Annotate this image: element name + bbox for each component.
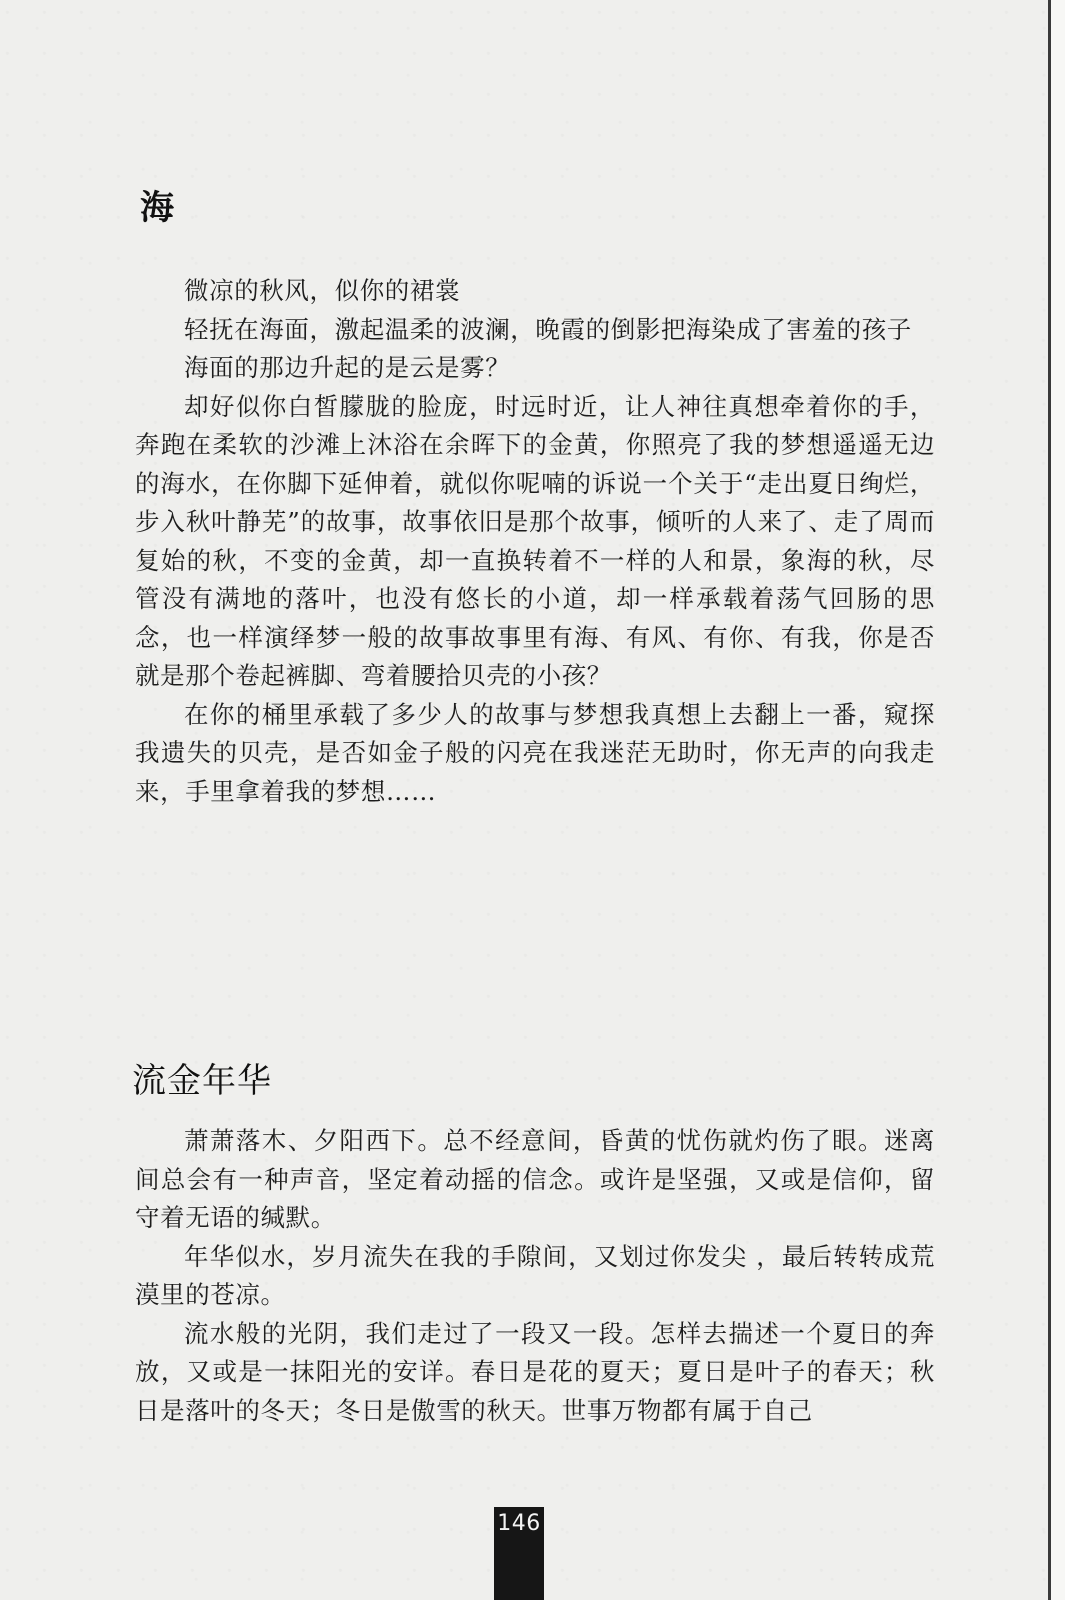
article-title: 海 — [140, 188, 174, 228]
article-body — [135, 272, 935, 811]
paragraph: 海面的那边升起的是云是雾？ — [184, 353, 511, 382]
article-title: 流金年华 — [132, 1061, 272, 1101]
page-edge-line — [1048, 0, 1051, 1600]
paragraph: 流水般的光阴，我们走过了一段又一段。怎样去揣述一个夏日的奔放，又或是一抹阳光的安详。春日是花的夏天；夏日是叶子的春天；秋日是落叶的冬天；冬日是傲雪的秋天。世事万物都有属于自己 — [135, 1318, 935, 1425]
paragraph: 年华似水，岁月流失在我的手隙间，又划过你发尖 ，最后转转成荒漠里的苍凉。 — [135, 1241, 935, 1309]
paragraph: 微凉的秋风，似你的裙裳 — [184, 276, 461, 305]
page-margin — [1051, 0, 1065, 1600]
article-body — [135, 1122, 935, 1430]
paragraph: 在你的桶里承载了多少人的故事与梦想我真想上去翻上一番，窥探我遗失的贝壳，是否如金子般的闪亮在我迷茫无助时，你无声的向我走来，手里拿着我的梦想…… — [135, 699, 935, 806]
paragraph: 轻抚在海面，激起温柔的波澜，晚霞的倒影把海染成了害羞的孩子 — [184, 314, 912, 344]
paragraph: 萧萧落木、夕阳西下。总不经意间，昏黄的忧伤就灼伤了眼。迷离间总会有一种声音，坚定着动摇的信念。或许是坚强，又或是信仰，留守着无语的缄默。 — [135, 1126, 935, 1232]
page-number: 146 — [494, 1507, 544, 1600]
paragraph: 却好似你白皙朦胧的脸庞，时远时近，让人神往真想牵着你的手，奔跑在柔软的沙滩上沐浴在余晖下的金黄，你照亮了我的梦想遥遥无边的海水，在你脚下延伸着，就似你呢喃的诉说一个关于“走出夏日绚烂，步入秋叶静芜”的故事，故事依旧是那个故事，倾听的人来了、走了周而复始的秋，不变的金黄，却一直换转着不一样的人和景，象海的秋，尽管没有满地的落叶，也没有悠长的小道，却一样承载着荡气回肠的思念，也一样演绎梦一般的故事故事里有海、有风、有你、有我，你是否就是那个卷起裤脚、弯着腰拾贝壳的小孩？ — [135, 391, 935, 690]
